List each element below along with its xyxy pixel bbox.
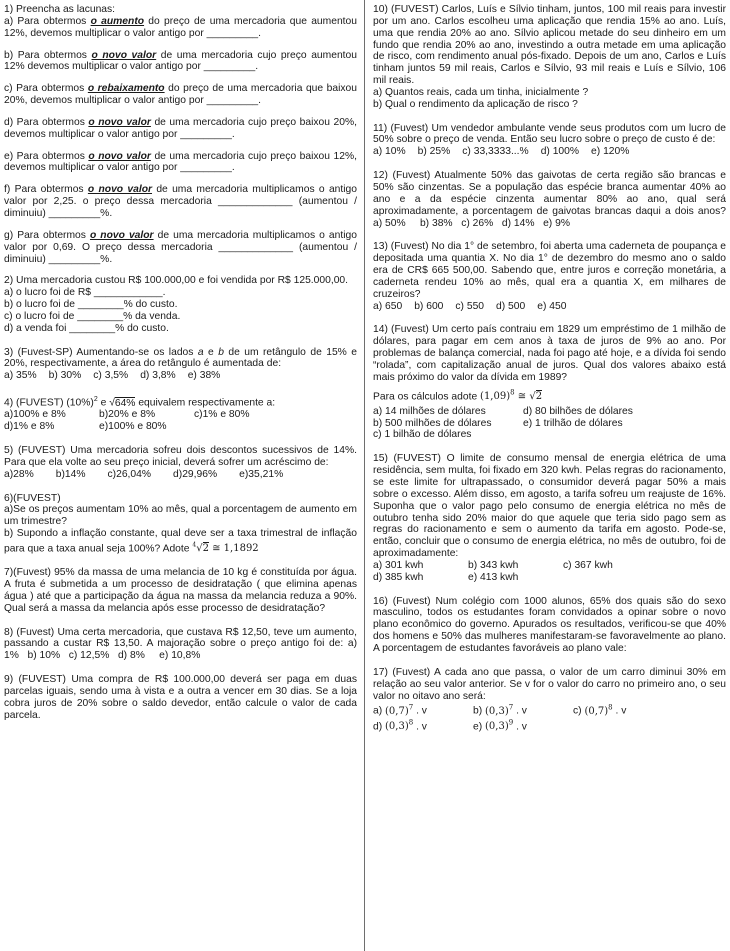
option: a) 14 milhões de dólares xyxy=(373,405,486,417)
q6-title: 6)(FUVEST) xyxy=(4,492,61,504)
q5-stem: 5) (FUVEST) Uma mercadoria sofreu dois descontos sucessivos de 14%. Para que ela volte ao seu preço inicial, deverá sofrer um acréscimo de: xyxy=(4,445,357,468)
q10-stem: 10) (FUVEST) Carlos, Luís e Sílvio tinham, juntos, 100 mil reais para investir por um ano. Carlos escolheu uma aplicação que rendia 15% ao ano. Luís, uma que rendia 20% ao ano. Sílvio aplicou metade do seu dinheiro em um fundo que rendia 20% ao ano, investindo a outra metade em uma aplicação de risco, com rendimento anual pós-fixado. Depois de um ano, Carlos e Luís tinham juntos 59 mil reais, Carlos e Sílvio, 93 mil reais e Luís e Sílvio, 106 mil reais. xyxy=(373,4,726,87)
question-14 xyxy=(373,324,726,441)
option: c) 33,3333...% xyxy=(462,146,529,158)
option: b) 600 xyxy=(414,300,444,312)
option: a) 650 xyxy=(373,300,403,312)
q1-item-g: g) Para obtermos o novo valor de uma mercadoria multiplicamos o antigo valor por 0,69. O preço dessa mercadoria _____________ (aumentou / diminuiu) _________%. xyxy=(4,229,357,265)
q8-stem: 8) (Fuvest) Uma certa mercadoria, que custava R$ 12,50, teve um aumento, passando a custar R$ 13,50. A majoração sobre o preço antigo foi de: a) 1% b) 10% c) 12,5% d) 8% e) 10,8% xyxy=(4,626,357,662)
question-17 xyxy=(373,667,726,733)
q2-item-b: b) o lucro foi de ________% do custo. xyxy=(4,299,178,311)
question-15 xyxy=(373,453,726,583)
option: a) 35% xyxy=(4,370,37,382)
right-column xyxy=(373,4,726,733)
option: e) 413 kwh xyxy=(468,571,519,583)
option: e) 1 trilhão de dólares xyxy=(523,417,623,429)
option: a)28% xyxy=(4,468,34,480)
q9-stem: 9) (FUVEST) Uma compra de R$ 100.000,00 deverá ser paga em duas parcelas iguais, sendo uma à vista e a outra a vencer em 30 dias. Se a loja cobra juros de 20% sobre o saldo devedor, então calcule o valor de cada parcela. xyxy=(4,674,357,721)
square-root-symbol: √ xyxy=(109,397,115,409)
option: c)26,04% xyxy=(107,468,152,480)
option: a) 301 kwh xyxy=(373,559,424,571)
q15-stem: 15) (FUVEST) O limite de consumo mensal de energia elétrica de uma residência, sem multa, foi fixado em 320 kwh. Pelas regras do racionamento, se este limite for ultrapassado, o consumidor deverá pagar 50% a mais sobre o excesso. Além disso, em agosto, a tarifa sofreu um reajuste de 16%. Suponha que o valor pago pelo consumo de energia elétrica no mês de outubro tenha sido 20% maior do que aquele que teria sido pago sem as regras do racionamento e sem o aumento da tarifa em agosto. Pode-se, então, concluir que o consumo de energia elétrica, no mês de outubro, foi de aproximadamente: xyxy=(373,453,726,560)
option: a) $(0,7)^7$ . v xyxy=(373,703,427,717)
option: b)14% xyxy=(55,468,86,480)
question-8 xyxy=(4,627,357,663)
option: e) 120% xyxy=(591,146,630,158)
q17-options xyxy=(373,702,726,732)
option: e) 450 xyxy=(537,300,567,312)
q1-item-a: a) Para obtermos o aumento do preço de uma mercadoria que aumentou 12%, devemos multiplicar o valor antigo por _________. xyxy=(4,15,357,39)
q1-item-f: f) Para obtermos o novo valor de uma mercadoria multiplicamos o antigo valor por 2,25. o preço dessa mercadoria _____________ (aumentou / diminuiu) _________%. xyxy=(4,184,358,219)
option: b) 343 kwh xyxy=(468,559,519,571)
option: d)29,96% xyxy=(173,468,218,480)
option: d) 385 kwh xyxy=(373,571,424,583)
question-13 xyxy=(373,241,726,312)
q6-item-b: b) Supondo a inflação constante, qual deve ser a taxa trimestral de inflação para que a taxa anual seja 100%? Adote $^4$√2 ≅ 1,1892 xyxy=(4,528,357,555)
q4-options xyxy=(4,409,357,433)
option: c) 550 xyxy=(455,300,485,312)
q13-stem: 13) (Fuvest) No dia 1° de setembro, foi aberta uma caderneta de poupança e depositada uma quantia X. No dia 1° de dezembro do mesmo ano o saldo era de CR$ 665 500,00. Sabendo que, entre juros e correção monetária, a caderneta rendeu 10% ao mês, qual era a quantia X, em milhares de cruzeiros? xyxy=(373,241,726,300)
question-3 xyxy=(4,347,357,383)
q4-stem: 4) (FUVEST) $(10\%)^2$ e √64% equivalem respectivamente a: xyxy=(4,396,276,409)
option: c) $(0,7)^8$ . v xyxy=(573,703,627,717)
option: e)100% e 80% xyxy=(99,421,167,433)
question-2 xyxy=(4,275,357,334)
option: d) 80 bilhões de dólares xyxy=(523,405,633,417)
question-10 xyxy=(373,4,726,111)
column-divider xyxy=(364,0,365,951)
q3-options xyxy=(4,370,357,382)
q5-options xyxy=(4,469,357,481)
q14-hint: Para os cálculos adote $(1,09)^8$ ≅ √2 xyxy=(373,388,543,402)
q1-item-e: e) Para obtermos o novo valor de uma mercadoria cujo preço baixou 12%, devemos multiplicar o valor antigo por _________. xyxy=(4,150,357,174)
option: a) 10% xyxy=(373,146,406,158)
option: d) 500 xyxy=(496,300,526,312)
q2-stem: 2) Uma mercadoria custou R$ 100.000,00 e foi vendida por R$ 125.000,00. xyxy=(4,275,349,287)
q11-options xyxy=(373,146,726,158)
q1-item-b: b) Para obtermos o novo valor de uma mercadoria cujo preço aumentou 12% devemos multiplicar o valor antigo por _________. xyxy=(4,49,357,73)
option: c)1% e 80% xyxy=(194,409,250,421)
q1-title: 1) Preencha as lacunas: xyxy=(4,4,116,15)
q6-item-a: a)Se os preços aumentam 10% ao mês, qual a porcentagem de aumento em um trimestre? xyxy=(4,504,357,528)
option: e)35,21% xyxy=(239,468,284,480)
q2-item-c: c) o lucro foi de ________% da venda. xyxy=(4,310,181,322)
option: c) 3,5% xyxy=(93,370,129,382)
question-1 xyxy=(4,4,357,265)
option: d) 3,8% xyxy=(140,370,176,382)
q2-item-d: d) a venda foi ________% do custo. xyxy=(4,322,169,334)
q3-stem: 3) (Fuvest-SP) Aumentando-se os lados a e b de um retângulo de 15% e 20%, respectivamente, a área do retângulo é aumentada de: xyxy=(4,346,357,370)
option: e) $(0,3)^9$ . v xyxy=(473,718,527,732)
option: b) $(0,3)^7$ . v xyxy=(473,703,527,717)
q10-item-b: b) Qual o rendimento da aplicação de risco ? xyxy=(373,98,578,110)
question-7 xyxy=(4,567,357,614)
q17-stem: 17) (Fuvest) A cada ano que passa, o valor de um carro diminui 30% em relação ao seu valor anterior. Se v for o valor do carro no primeiro ano, o seu valor no oitavo ano será: xyxy=(373,666,726,702)
q10-item-a: a) Quantos reais, cada um tinha, inicialmente ? xyxy=(373,86,589,98)
option: b)20% e 8% xyxy=(99,409,156,421)
option: b) 500 milhões de dólares xyxy=(373,417,492,429)
q12-stem: 12) (Fuvest) Atualmente 50% das gaivotas de certa região são brancas e 50% são cinzentas. Se a população das espécie branca aumentar 40% ao ano e a da espécie cinzenta aumentar 80% ao ano, qual será aproximadamente, a porcentagem de gaivotas brancas daqui a dois anos? a) 50% b) 38% c) 26% d) 14% e) 9% xyxy=(373,170,726,229)
question-16 xyxy=(373,596,726,655)
option: a)100% e 8% xyxy=(4,409,66,421)
question-6 xyxy=(4,493,357,556)
option: c) 367 kwh xyxy=(563,559,613,571)
left-column xyxy=(4,4,357,721)
option: e) 38% xyxy=(187,370,221,382)
question-9 xyxy=(4,674,357,721)
question-11 xyxy=(373,123,726,159)
q16-stem: 16) (Fuvest) Num colégio com 1000 alunos, 65% dos quais são do sexo masculino, todos os estudantes foram convidados a opinar sobre o novo plano econômico do governo. Apurados os resultados, verificou-se que 40% dos homens e 50% das mulheres manifestaram-se favoravelmente ao plano. A porcentagem de estudantes favoráveis ao plano vale: xyxy=(373,595,726,654)
q1-item-d: d) Para obtermos o novo valor de uma mercadoria cujo preço baixou 20%, devemos multiplicar o valor antigo por _________. xyxy=(4,116,357,140)
q14-options xyxy=(373,406,726,442)
option: d)1% e 8% xyxy=(4,421,55,433)
q13-options xyxy=(373,301,726,313)
option: d) 100% xyxy=(540,146,580,158)
q14-stem: 14) (Fuvest) Um certo país contraiu em 1829 um empréstimo de 1 milhão de dólares, para pagar em cem anos à taxa de juros de 9% ao ano. Por problemas de balança comercial, nada foi pago até hoje, e a dívida foi sendo “rolada”, com capitalização anual de juros. Qual dos valores abaixo está mais próximo do valor da dívida em 1989? xyxy=(373,324,726,383)
q2-item-a: a) o lucro foi de R$ ____________. xyxy=(4,287,166,299)
q1-item-c: c) Para obtermos o rebaixamento do preço de uma mercadoria que baixou 20%, devemos multiplicar o valor antigo por _________. xyxy=(4,83,358,107)
option: b) 30% xyxy=(48,370,82,382)
option: c) 1 bilhão de dólares xyxy=(373,429,472,441)
option: b) 25% xyxy=(417,146,451,158)
q11-stem: 11) (Fuvest) Um vendedor ambulante vende seus produtos com um lucro de 50% sobre o preço de venda. Então seu lucro sobre o preço de custo é de: xyxy=(373,122,726,146)
question-4 xyxy=(4,394,357,433)
question-5 xyxy=(4,445,357,481)
question-12 xyxy=(373,170,726,229)
q7-stem: 7)(Fuvest) 95% da massa de uma melancia de 10 kg é constituída por água. A fruta é submetida a um processo de desidratação ( que elimina apenas água ) até que a participação da água na massa da melancia reduza a 90%. Qual será a massa da melancia após esse processo de desidratação? xyxy=(4,567,357,614)
q15-options xyxy=(373,560,726,584)
option: d) $(0,3)^8$ . v xyxy=(373,718,427,732)
